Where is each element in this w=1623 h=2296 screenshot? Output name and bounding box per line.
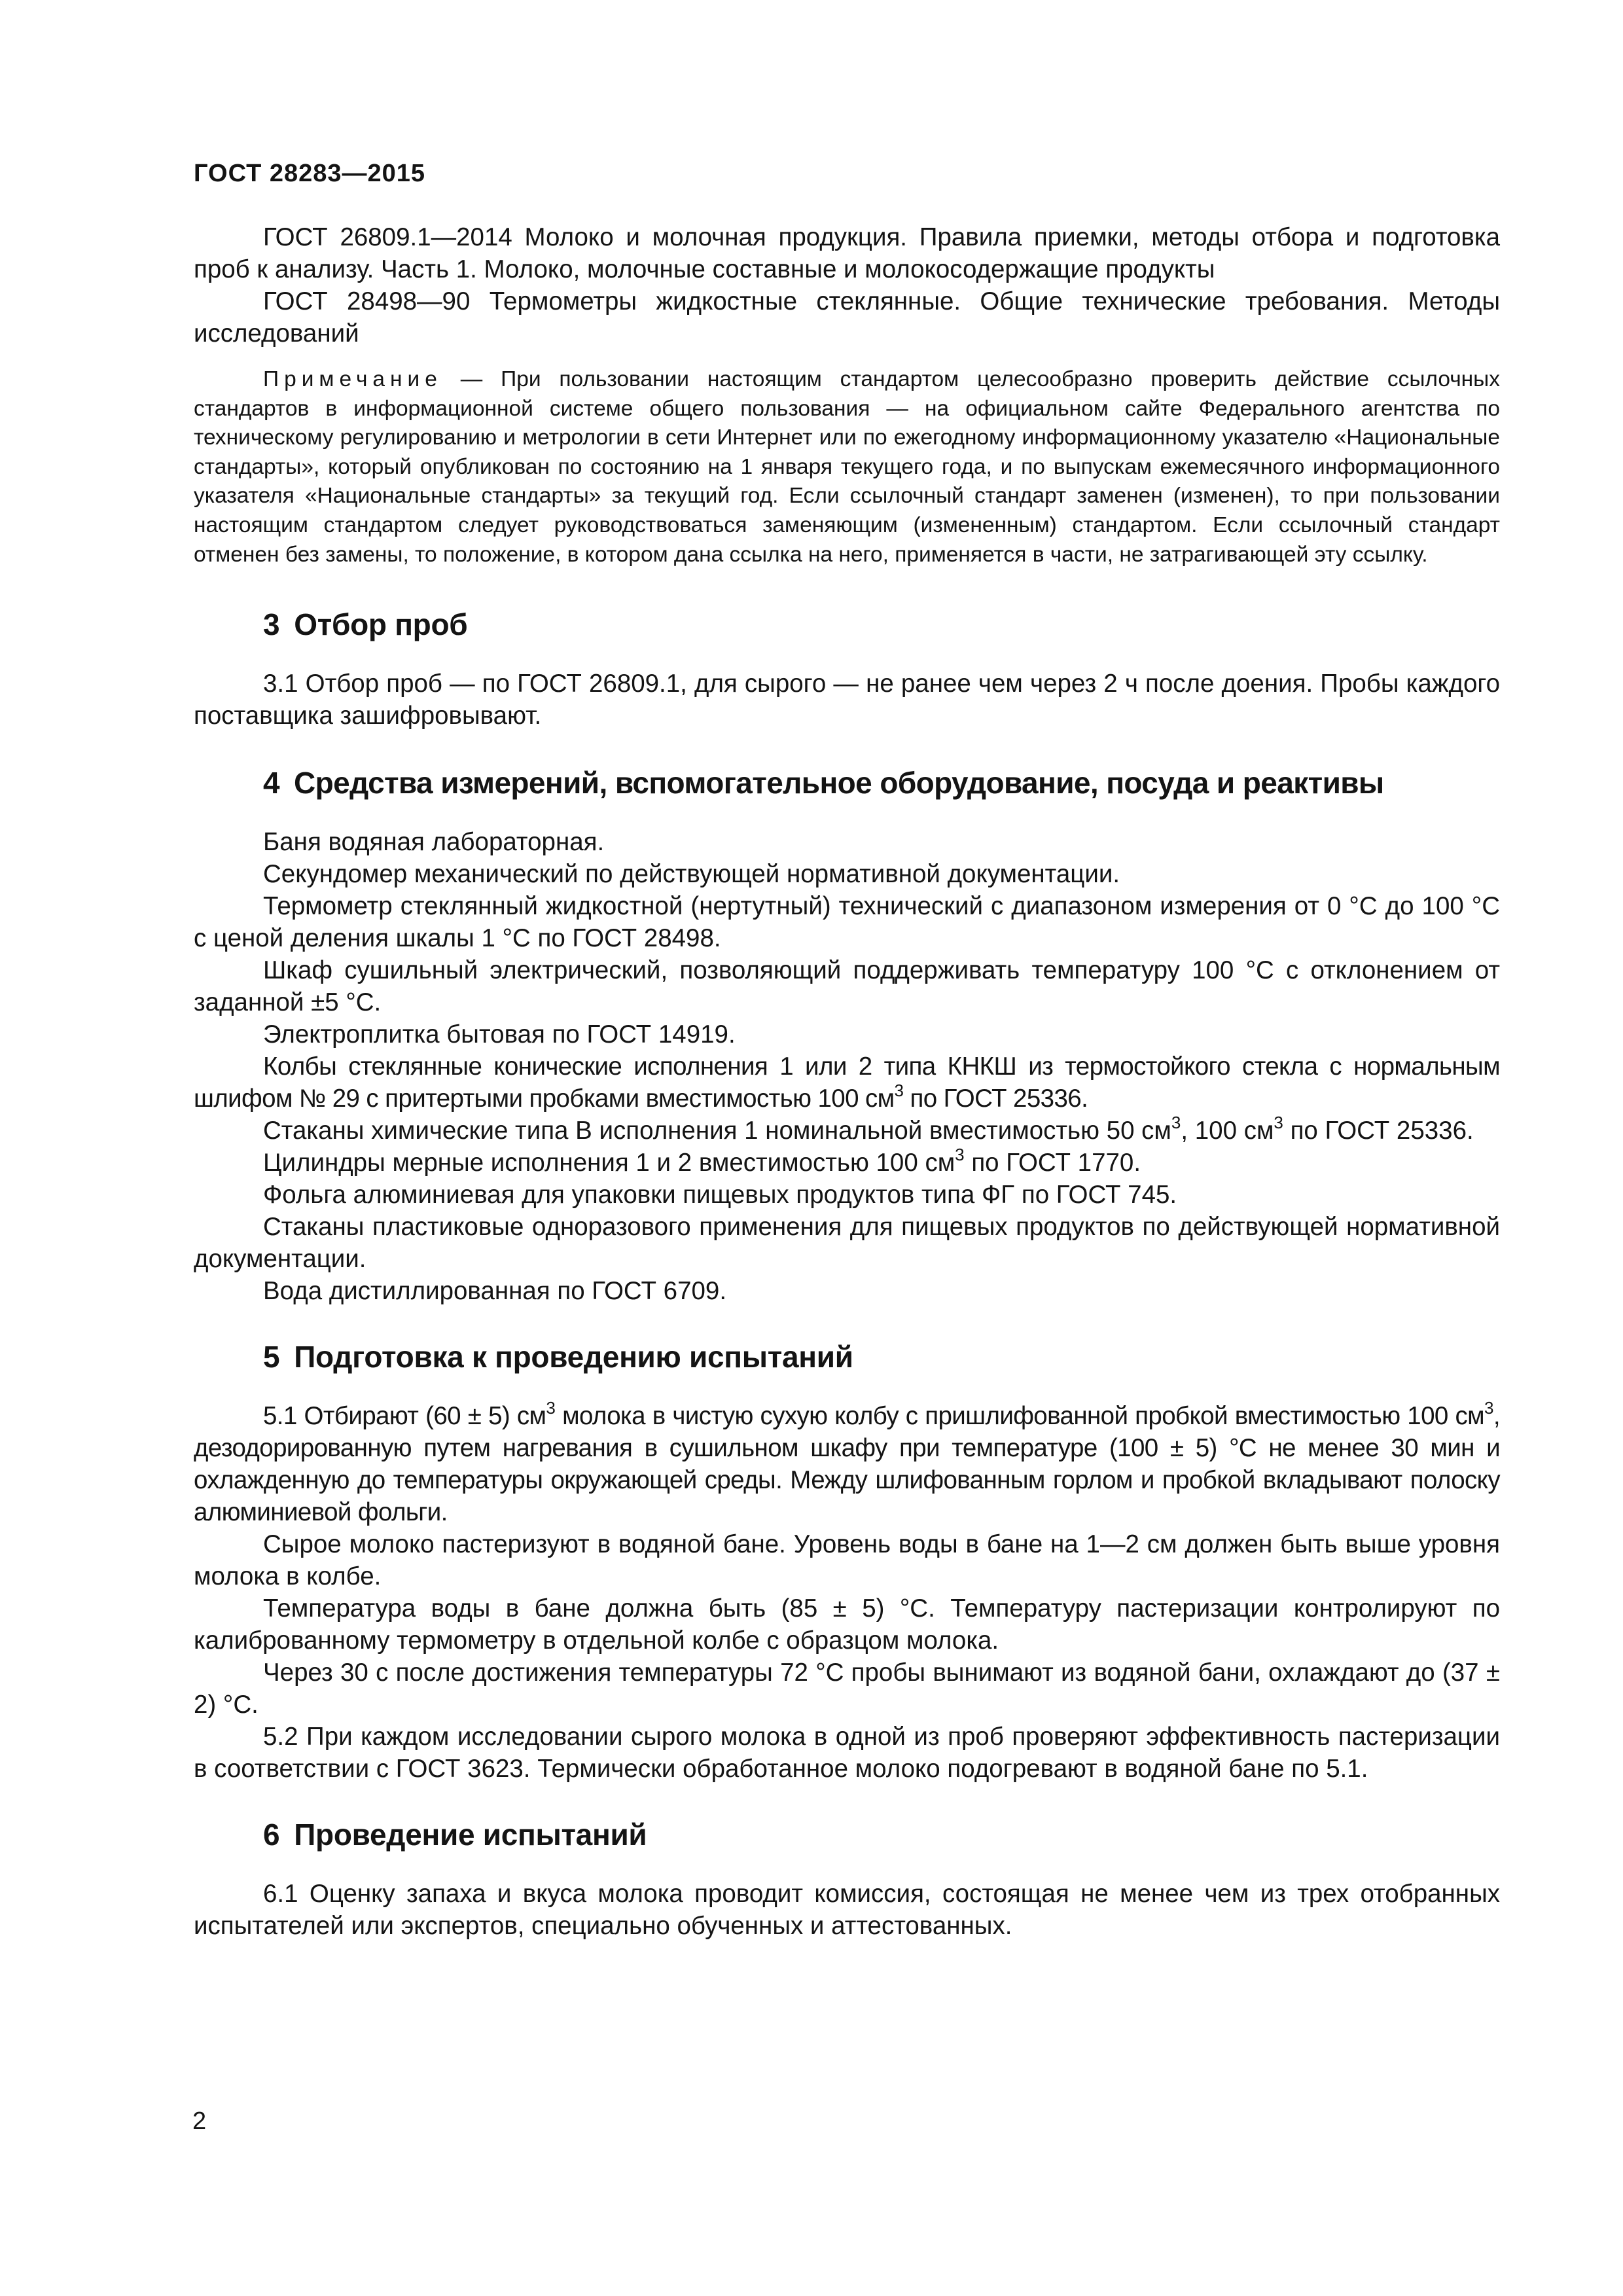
section-6-number: 6 (263, 1818, 280, 1852)
beakers-text-end: по ГОСТ 25336. (1283, 1117, 1474, 1145)
page-number: 2 (192, 2108, 207, 2135)
clause-5-1 (194, 1400, 1500, 1528)
beakers-text-mid: , 100 см (1181, 1117, 1274, 1145)
note-label: Примечание (263, 367, 442, 391)
clause-6-1: 6.1 Оценку запаха и вкуса молока проводит комиссия, состоящая не менее чем из трех отобранных испытателей или экспертов, специально обученных и аттестованных. (194, 1880, 1500, 1941)
clause-5-1-superscript-2: 3 (1484, 1398, 1493, 1418)
cylinders-superscript: 3 (955, 1145, 965, 1165)
clause-5-2: 5.2 При каждом исследовании сырого молока в одной из проб проверяют эффективность пастеризации в соответствии с ГОСТ 3623. Термически обработанное молоко подогревают в водяной бане по 5.1. (194, 1723, 1500, 1784)
document-body (194, 221, 1500, 1942)
beakers-superscript-2: 3 (1274, 1113, 1283, 1133)
clause-3-1: 3.1 Отбор проб — по ГОСТ 26809.1, для сырого — не ранее чем через 2 ч после доения. Пробы каждого поставщика зашифровывают. (194, 670, 1500, 730)
equipment-stove: Электроплитка бытовая по ГОСТ 14919. (263, 1020, 736, 1049)
section-3-heading (194, 605, 1500, 644)
flasks-superscript: 3 (894, 1081, 904, 1101)
flasks-text: Колбы стеклянные конические исполнения 1 или 2 типа КНКШ из термостойкого стекла с нормальным шлифом № 29 с притертыми пробками вместимостью 100 см (194, 1052, 1500, 1113)
cylinders-text-end: по ГОСТ 1770. (964, 1149, 1141, 1177)
note-text: — При пользовании настоящим стандартом целесообразно проверить действие ссылочных стандартов в информационной системе общего пользования — на официальном сайте Федерального агентства по техническому регулированию и метрологии в сети Интернет или по ежегодному информационному указателю «Национальные стандарты», который опубликован по состоянию на 1 января текущего года, и по выпускам ежемесячного информационного указателя «Национальные стандарты» за текущий год. Если ссылочный стандарт заменен (изменен), то при пользовании настоящим стандартом следует руководствоваться заменяющим (измененным) стандартом. Если ссылочный стандарт отменен без замены, то положение, в котором дана ссылка на него, применяется в части, не затрагивающей эту ссылку. (194, 367, 1500, 567)
equipment-cylinders (194, 1147, 1500, 1179)
document-code-header: ГОСТ 28283—2015 (194, 160, 426, 187)
note-paragraph (194, 365, 1500, 569)
equipment-beakers (194, 1115, 1500, 1147)
clause-5-1-text-mid: молока в чистую сухую колбу с пришлифованной пробкой вместимостью 100 см (555, 1402, 1485, 1431)
equipment-stopwatch: Секундомер механический по действующей нормативной документации. (263, 860, 1120, 889)
clause-5-1-water-temperature: Температура воды в бане должна быть (85 ± 5) °С. Температуру пастеризации контролируют по калиброванному термометру в отдельной колбе с образцом молока. (194, 1594, 1500, 1655)
clause-5-1-cooling: Через 30 с после достижения температуры 72 °С пробы вынимают из водяной бани, охлаждают до (37 ± 2) °С. (194, 1659, 1500, 1719)
equipment-bath: Баня водяная лабораторная. (263, 828, 605, 857)
clause-5-1-pasteurization: Сырое молоко пастеризуют в водяной бане. Уровень воды в бане на 1—2 см должен быть выше уровня молока в колбе. (194, 1530, 1500, 1591)
equipment-cups: Стаканы пластиковые одноразового применения для пищевых продуктов по действующей нормативной документации. (194, 1213, 1500, 1274)
clause-5-1-superscript-1: 3 (546, 1398, 556, 1418)
equipment-water: Вода дистиллированная по ГОСТ 6709. (263, 1277, 727, 1306)
section-5-heading (194, 1337, 1500, 1376)
beakers-text: Стаканы химические типа В исполнения 1 номинальной вместимостью 50 см (263, 1117, 1171, 1145)
section-6-heading (194, 1815, 1500, 1854)
beakers-superscript-1: 3 (1171, 1113, 1181, 1133)
section-5-title: Подготовка к проведению испытаний (294, 1340, 853, 1374)
section-3-title: Отбор проб (294, 607, 468, 642)
equipment-foil: Фольга алюминиевая для упаковки пищевых продуктов типа ФГ по ГОСТ 745. (263, 1181, 1177, 1210)
flasks-text-end: по ГОСТ 25336. (903, 1085, 1088, 1113)
equipment-oven: Шкаф сушильный электрический, позволяющий поддерживать температуру 100 °С с отклонением от заданной ±5 °С. (194, 956, 1500, 1017)
reference-gost-26809: ГОСТ 26809.1—2014 Молоко и молочная продукция. Правила приемки, методы отбора и подготовка проб к анализу. Часть 1. Молоко, молочные составные и молокосодержащие продукты (194, 223, 1500, 283)
clause-5-1-text: 5.1 Отбирают (60 ± 5) см (263, 1402, 546, 1431)
section-4-title: Средства измерений, вспомогательное оборудование, посуда и реактивы (293, 766, 1384, 800)
equipment-flasks (194, 1050, 1500, 1115)
cylinders-text: Цилиндры мерные исполнения 1 и 2 вместимостью 100 см (263, 1149, 955, 1177)
reference-gost-28498: ГОСТ 28498—90 Термометры жидкостные стеклянные. Общие технические требования. Методы исследований (194, 287, 1500, 348)
section-3-number: 3 (263, 607, 280, 642)
clause-5-1-text-end: , дезодорированную путем нагревания в сушильном шкафу при температуре (100 ± 5) °С не менее 30 мин и охлажденную до температуры окружающей среды. Между шлифованным горлом и пробкой вкладывают полоску алюминиевой фольги. (194, 1402, 1500, 1527)
section-4-heading (194, 763, 1500, 802)
section-5-number: 5 (263, 1340, 280, 1374)
section-6-title: Проведение испытаний (294, 1818, 647, 1852)
section-4-number: 4 (263, 766, 279, 800)
equipment-thermometer: Термометр стеклянный жидкостной (нертутный) технический с диапазоном измерения от 0 °С до 100 °С с ценой деления шкалы 1 °С по ГОСТ 28498. (194, 892, 1500, 953)
